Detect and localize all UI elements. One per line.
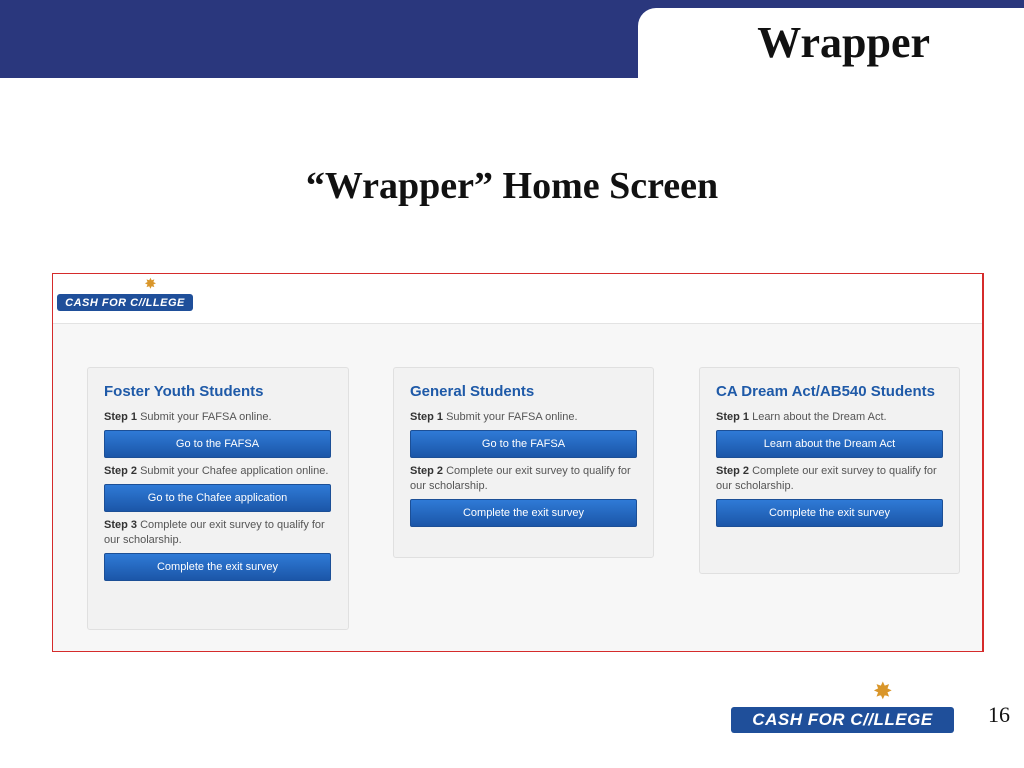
slide-title: Wrapper [757, 17, 930, 67]
logo-text: CASH FOR C//LLEGE [752, 710, 933, 729]
card-title: General Students [410, 383, 535, 400]
complete-exit-survey-button[interactable]: Complete the exit survey [716, 499, 943, 527]
step-text: Step 1 Submit your FAFSA online. [104, 411, 272, 423]
slide-heading: “Wrapper” Home Screen [305, 165, 719, 207]
complete-exit-survey-button[interactable]: Complete the exit survey [410, 499, 637, 527]
step-text: Step 3 Complete our exit survey to qualify for our scholarship. [104, 519, 325, 546]
step-text: Step 1 Submit your FAFSA online. [410, 411, 578, 423]
card-ca-dream-act [699, 367, 960, 574]
page-number: 16 [988, 702, 1010, 727]
star-icon: ✸ [145, 276, 157, 291]
card-foster-youth [87, 367, 349, 630]
site-header [53, 274, 982, 324]
star-icon: ✸ [874, 680, 893, 703]
complete-exit-survey-button[interactable]: Complete the exit survey [104, 553, 331, 581]
step-text: Step 2 Submit your Chafee application online. [104, 465, 329, 477]
title-tab [638, 8, 1024, 80]
wrapper-home-screenshot [52, 273, 984, 652]
step-text: Step 2 Complete our exit survey to qualify for our scholarship. [410, 465, 631, 492]
step-text: Step 2 Complete our exit survey to qualify for our scholarship. [716, 465, 937, 492]
footer-logo [731, 680, 954, 733]
go-to-fafsa-button[interactable]: Go to the FAFSA [104, 430, 331, 458]
card-title: CA Dream Act/AB540 Students [716, 383, 935, 400]
go-to-fafsa-button[interactable]: Go to the FAFSA [410, 430, 637, 458]
step-text: Step 1 Learn about the Dream Act. [716, 411, 887, 423]
go-to-chafee-button[interactable]: Go to the Chafee application [104, 484, 331, 512]
learn-dream-act-button[interactable]: Learn about the Dream Act [716, 430, 943, 458]
card-title: Foster Youth Students [104, 383, 264, 400]
site-logo[interactable] [57, 276, 193, 311]
logo-text: CASH FOR C//LLEGE [65, 296, 185, 309]
card-general-students [393, 367, 654, 558]
